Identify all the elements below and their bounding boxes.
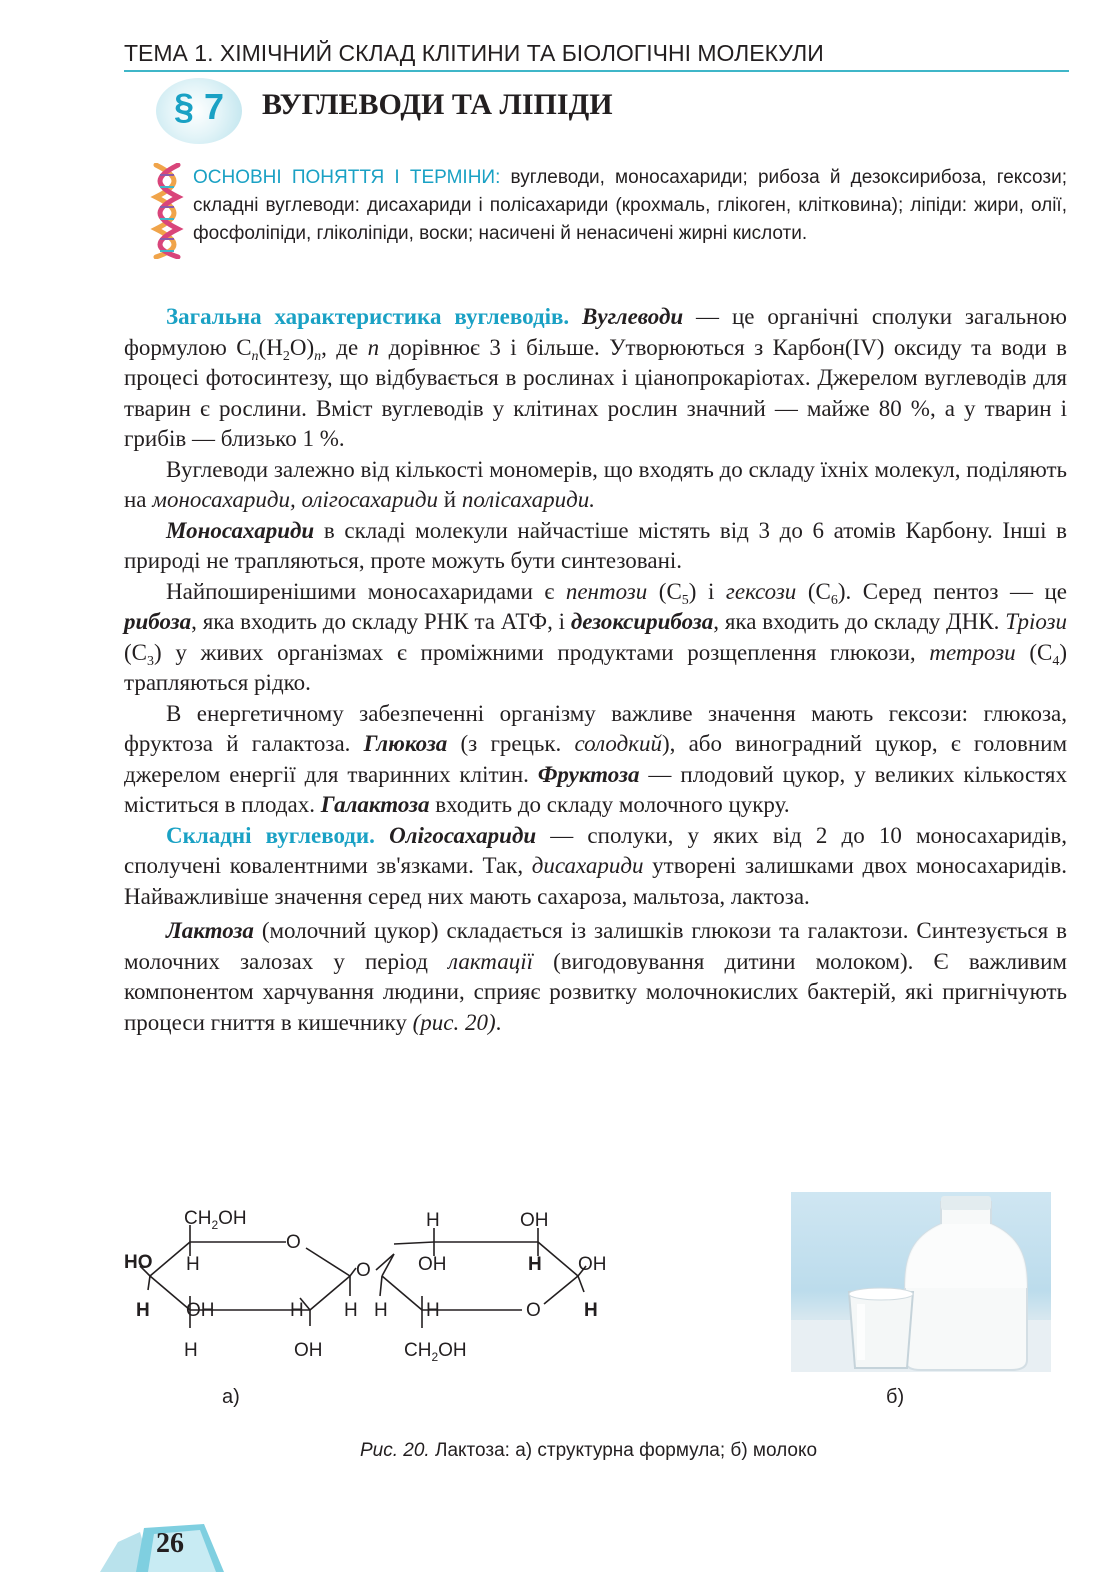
subscript: n [314,348,322,364]
text: входить до складу молочного цукру. [429,792,790,817]
subscript: 5 [681,592,689,608]
text: солодкий [574,731,662,756]
text: ) у живих організмах є проміжними продуктами розщеплення глюкози, [154,639,930,665]
text: (вигодовування дитини молоком). Є важливим компонентом харчування людини, сприяє розвитку молочнокислих бактерій, які пригнічують процеси гниття в кишечнику [124,948,1067,1035]
text: — плодовий цукор, у великих кількостях міститься в плодах. [124,761,1067,817]
caption-number: Рис. 20. [360,1440,430,1461]
label-oh: OH [418,1254,447,1275]
label-o: O [526,1300,541,1321]
text: (з грецьк. [447,731,575,756]
paragraph-hexoses [124,699,1067,821]
dna-helix-icon [150,163,184,259]
text: , де [321,334,368,360]
figure-label-b: б) [886,1386,905,1408]
topic-header: ТЕМА 1. ХІМІЧНИЙ СКЛАД КЛІТИНИ ТА БІОЛОГІЧНІ МОЛЕКУЛИ [124,40,1069,72]
lactose-structural-formula [118,1200,618,1380]
text: й [438,487,462,512]
label-ch2oh-top [184,1208,247,1232]
paragraph-general [124,302,1067,455]
text: O) [289,334,315,360]
label-h: H [344,1300,358,1321]
figure-label-a: а) [222,1386,240,1408]
label-oh: OH [186,1300,215,1321]
milk-illustration [791,1192,1051,1372]
text: дорівнює 3 і більше. Утворюються з Карбон(IV) оксиду та води в процесі фотосинтезу, що відбувається в рослинах і ціанопрокаріотах. Джерелом вуглеводів для тварин є рослини. Вміст вуглеводів у клітинах рослин значний — майже 80 %, а у тварин і грибів — близько 1 %. [124,334,1067,451]
caption-text: Лактоза: а) структурна формула; б) молоко [429,1440,818,1461]
label-h: H [426,1300,440,1321]
paragraph-lactose [124,916,1067,1038]
label: OH [218,1208,247,1229]
paragraph-monosaccharides [124,516,1067,577]
subscript: 2 [282,348,290,364]
text: (C [124,639,147,665]
term-fructose: Фруктоза [537,761,640,787]
term-oligosaccharides: Олігосахариди [389,822,537,848]
key-concepts-label: ОСНОВНІ ПОНЯТТЯ І ТЕРМІНИ: [193,167,501,188]
subscript: n [251,348,259,364]
text: в складі молекули найчастіше містять від 3 до 6 атомів Карбону. Інші в природі не трапляються, проте можуть бути синтезовані. [124,517,1067,573]
figure-caption [360,1440,817,1462]
text: В енергетичному забезпеченні організму важливе значення мають гексози: глюкоза, фруктоза й галактоза. [124,700,1067,756]
text: гексози [725,578,797,604]
term-carbohydrates: Вуглеводи [582,304,684,329]
label-o-bridge: O [356,1260,371,1281]
term-deoxyribose: дезоксирибоза [570,609,714,634]
subscript: 2 [211,1218,219,1232]
label-oh: OH [578,1254,607,1275]
text: (C [796,578,831,604]
label-ch2oh-bottom [404,1340,467,1364]
paragraph-complex [124,821,1067,913]
text: ) трапляються рідко. [124,639,1068,695]
text: тетрози [929,639,1016,665]
text: (C [647,578,682,604]
subscript: 6 [830,592,838,608]
subscript: 2 [431,1350,439,1364]
milk-photo [791,1192,1051,1372]
text: , яка входить до складу РНК та АТФ, і [191,609,571,634]
text: . [495,1009,502,1035]
label-o: O [286,1232,301,1253]
key-concepts-block [193,164,1067,248]
label-oh: OH [520,1210,549,1231]
paragraph-classification [124,455,1067,516]
label-ho: HO [124,1252,153,1273]
term-ribose: рибоза [124,609,192,634]
text: моносахариди, олігосахариди [152,487,438,512]
label: CH [184,1208,212,1229]
text: — сполуки, у яких від 2 до 10 моносахаридів, сполучені ковалентними зв'язками. Так, [124,822,1067,878]
text: дисахариди [531,853,644,878]
term-glucose: Глюкоза [363,731,448,756]
text: ). Серед пентоз — це [837,578,1068,604]
text: ) і [688,578,726,604]
text: Найпоширенішими моносахаридами є [166,578,566,604]
text: n [367,334,380,360]
text: пентози [565,578,648,604]
term-galactose: Галактоза [320,792,430,817]
label: OH [438,1340,467,1361]
text: лактації [448,948,533,974]
term-monosaccharides: Моносахариди [166,517,315,543]
main-text [124,302,1067,1038]
subheading-complex: Складні вуглеводи. [166,822,375,848]
term-lactose: Лактоза [166,918,254,943]
text: (молочний цукор) складається із залишків глюкози та галактози. Синтезується в молочних залозах у період [124,918,1067,974]
section-title: ВУГЛЕВОДИ ТА ЛІПІДИ [262,88,613,121]
label-h: H [186,1254,200,1275]
label-h: H [426,1210,440,1231]
label-h: H [184,1340,198,1361]
text: Вуглеводи залежно від кількості мономерів, що входять до складу їхніх молекул, поділяють на [124,456,1067,512]
text: , яка входить до складу ДНК. [713,609,1006,634]
text: (C [1015,639,1053,665]
label-oh: OH [294,1340,323,1361]
text: утворені залишками двох моносахаридів. Найважливіше значення серед них мають сахароза, мальтоза, лактоза. [124,853,1067,909]
label-h: H [528,1254,542,1275]
section-number: § 7 [173,86,225,127]
subscript: 3 [147,653,154,669]
page-number: 26 [156,1528,184,1559]
figure-reference: (рис. 20) [412,1009,496,1035]
text: — це органічні сполуки загальною формулою C [124,304,1067,360]
label-h: H [374,1300,388,1321]
label-h: H [136,1300,150,1321]
text: полісахариди. [461,487,596,512]
label-h: H [584,1300,598,1321]
paragraph-pentoses [124,577,1067,699]
text: (H [258,334,283,360]
label-h: H [290,1300,304,1321]
text: ), або виноградний цукор, є головним джерелом енергії для тваринних клітин. [124,731,1067,787]
key-concepts-text: вуглеводи, моносахариди; рибоза й дезоксирибоза, гексози; складні вуглеводи: дисахариди і полісахариди (крохмаль, глікоген, клітковина); ліпіди: жири, олії, фосфоліпіди, гліколіпіди, воски; насичені й ненасичені жирні кислоти. [193,167,1067,244]
subheading-general: Загальна характеристика вуглеводів. [166,304,570,329]
label: CH [404,1340,432,1361]
text: Тріози [1005,609,1067,634]
section-badge [156,78,242,144]
subscript: 4 [1052,653,1060,669]
